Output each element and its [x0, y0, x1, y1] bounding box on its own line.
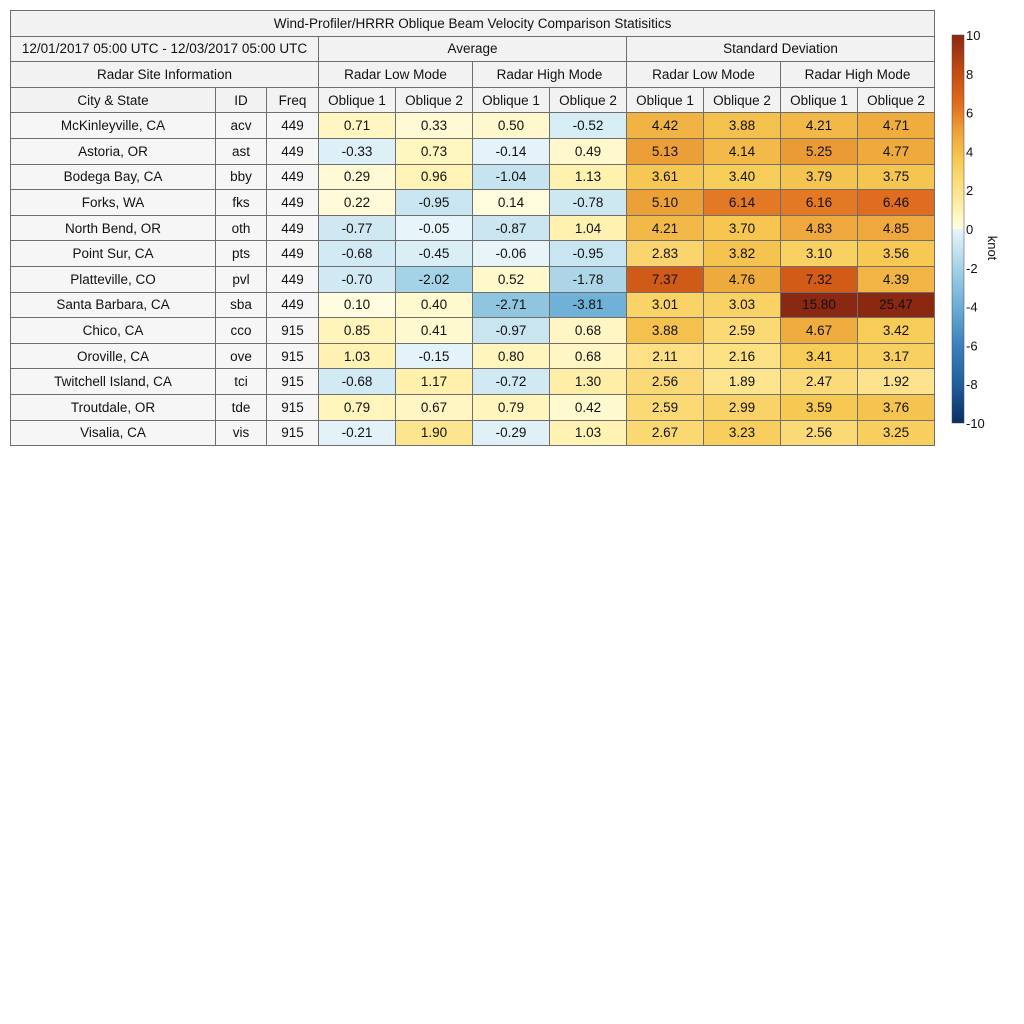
std-low-oblique2-cell: 3.88 [704, 113, 781, 139]
avg-low-oblique2-cell: -0.05 [396, 215, 473, 241]
colorbar-tick-label: 8 [966, 66, 974, 82]
site-id-cell: sba [216, 292, 267, 318]
table-row [11, 215, 935, 241]
std-high-oblique2-cell: 1.92 [858, 369, 935, 395]
site-id-cell: vis [216, 420, 267, 446]
avg-low-oblique1-cell: -0.33 [319, 138, 396, 164]
std-low-oblique2-cell: 2.59 [704, 318, 781, 344]
avg-low-oblique1-cell: 0.29 [319, 164, 396, 190]
avg-high-oblique2-cell: 0.68 [550, 343, 627, 369]
avg-high-oblique1-cell: -2.71 [473, 292, 550, 318]
avg-low-oblique1-header: Oblique 1 [319, 87, 396, 113]
avg-low-oblique2-header: Oblique 2 [396, 87, 473, 113]
site-freq-cell: 915 [267, 394, 319, 420]
avg-low-oblique2-cell: 0.41 [396, 318, 473, 344]
std-low-oblique1-cell: 2.56 [627, 369, 704, 395]
site-id-cell: acv [216, 113, 267, 139]
site-id-cell: ast [216, 138, 267, 164]
std-high-oblique1-cell: 5.25 [781, 138, 858, 164]
site-id-cell: fks [216, 190, 267, 216]
avg-low-oblique1-cell: 0.85 [319, 318, 396, 344]
site-id-cell: cco [216, 318, 267, 344]
site-city-cell: Troutdale, OR [11, 394, 216, 420]
std-high-oblique2-cell: 3.42 [858, 318, 935, 344]
std-low-oblique1-cell: 2.59 [627, 394, 704, 420]
std-high-oblique2-cell: 4.77 [858, 138, 935, 164]
std-low-oblique1-cell: 3.61 [627, 164, 704, 190]
std-high-oblique1-cell: 4.21 [781, 113, 858, 139]
std-low-oblique2-cell: 3.40 [704, 164, 781, 190]
std-low-oblique2-cell: 2.16 [704, 343, 781, 369]
std-low-oblique1-cell: 2.67 [627, 420, 704, 446]
site-city-cell: North Bend, OR [11, 215, 216, 241]
std-high-oblique2-cell: 3.75 [858, 164, 935, 190]
std-low-oblique2-cell: 3.23 [704, 420, 781, 446]
avg-high-oblique1-cell: 0.52 [473, 266, 550, 292]
table-row [11, 394, 935, 420]
col-freq-header: Freq [267, 87, 319, 113]
colorbar-label: knot [985, 235, 1000, 261]
table-title: Wind-Profiler/HRRR Oblique Beam Velocity Comparison Statisitics [11, 11, 935, 37]
colorbar-tick-label: -2 [966, 260, 978, 276]
std-high-oblique1-cell: 2.56 [781, 420, 858, 446]
avg-low-oblique2-cell: -0.45 [396, 241, 473, 267]
std-low-oblique2-cell: 3.03 [704, 292, 781, 318]
colorbar-tick-label: 2 [966, 183, 974, 199]
avg-low-oblique1-cell: 0.71 [319, 113, 396, 139]
avg-high-oblique1-cell: 0.79 [473, 394, 550, 420]
site-freq-cell: 915 [267, 420, 319, 446]
avg-high-oblique1-cell: -1.04 [473, 164, 550, 190]
std-high-oblique2-cell: 4.39 [858, 266, 935, 292]
site-freq-cell: 449 [267, 215, 319, 241]
std-high-oblique2-cell: 3.56 [858, 241, 935, 267]
date-range: 12/01/2017 05:00 UTC - 12/03/2017 05:00 UTC [11, 36, 319, 62]
std-low-oblique1-cell: 5.10 [627, 190, 704, 216]
site-freq-cell: 915 [267, 343, 319, 369]
std-high-oblique2-cell: 6.46 [858, 190, 935, 216]
std-high-oblique1-cell: 3.10 [781, 241, 858, 267]
avg-low-oblique1-cell: -0.68 [319, 241, 396, 267]
avg-low-oblique2-cell: 0.33 [396, 113, 473, 139]
site-city-cell: Santa Barbara, CA [11, 292, 216, 318]
std-low-oblique2-cell: 3.70 [704, 215, 781, 241]
std-low-oblique1-cell: 2.83 [627, 241, 704, 267]
std-high-oblique2-cell: 4.85 [858, 215, 935, 241]
colorbar-tick-label: 10 [966, 28, 981, 43]
group-average-header: Average [319, 36, 627, 62]
std-high-oblique1-cell: 6.16 [781, 190, 858, 216]
std-low-oblique1-cell: 2.11 [627, 343, 704, 369]
std-high-oblique2-cell: 4.71 [858, 113, 935, 139]
site-id-cell: bby [216, 164, 267, 190]
avg-high-oblique1-cell: -0.97 [473, 318, 550, 344]
colorbar-tick-label: 6 [966, 105, 974, 121]
avg-high-oblique2-cell: 0.68 [550, 318, 627, 344]
std-low-oblique2-cell: 6.14 [704, 190, 781, 216]
stats-table [10, 10, 935, 446]
avg-high-oblique2-cell: 1.13 [550, 164, 627, 190]
std-low-oblique1-header: Oblique 1 [627, 87, 704, 113]
avg-high-oblique1-cell: -0.29 [473, 420, 550, 446]
avg-low-oblique2-cell: 0.96 [396, 164, 473, 190]
avg-low-oblique1-cell: -0.68 [319, 369, 396, 395]
avg-high-oblique2-cell: 1.30 [550, 369, 627, 395]
avg-high-oblique1-header: Oblique 1 [473, 87, 550, 113]
site-freq-cell: 915 [267, 318, 319, 344]
site-freq-cell: 449 [267, 292, 319, 318]
std-high-oblique2-cell: 3.25 [858, 420, 935, 446]
std-low-oblique1-cell: 3.88 [627, 318, 704, 344]
site-id-cell: pvl [216, 266, 267, 292]
colorbar [940, 20, 1024, 440]
avg-low-oblique2-cell: -0.95 [396, 190, 473, 216]
avg-low-oblique2-cell: 0.73 [396, 138, 473, 164]
std-low-oblique1-cell: 4.21 [627, 215, 704, 241]
avg-high-oblique2-cell: -0.52 [550, 113, 627, 139]
site-freq-cell: 449 [267, 113, 319, 139]
avg-high-mode-header: Radar High Mode [473, 62, 627, 88]
std-high-mode-header: Radar High Mode [781, 62, 935, 88]
site-info-header: Radar Site Information [11, 62, 319, 88]
avg-high-oblique2-cell: 0.42 [550, 394, 627, 420]
table-row [11, 190, 935, 216]
std-high-oblique1-cell: 7.32 [781, 266, 858, 292]
avg-high-oblique2-cell: -1.78 [550, 266, 627, 292]
site-city-cell: McKinleyville, CA [11, 113, 216, 139]
colorbar-scale [952, 35, 964, 423]
std-low-oblique2-header: Oblique 2 [704, 87, 781, 113]
std-high-oblique1-cell: 3.59 [781, 394, 858, 420]
avg-low-mode-header: Radar Low Mode [319, 62, 473, 88]
table-row [11, 369, 935, 395]
site-freq-cell: 915 [267, 369, 319, 395]
avg-low-oblique2-cell: 1.17 [396, 369, 473, 395]
site-city-cell: Bodega Bay, CA [11, 164, 216, 190]
std-high-oblique2-cell: 25.47 [858, 292, 935, 318]
site-city-cell: Oroville, CA [11, 343, 216, 369]
avg-low-oblique2-cell: -2.02 [396, 266, 473, 292]
site-city-cell: Point Sur, CA [11, 241, 216, 267]
site-city-cell: Platteville, CO [11, 266, 216, 292]
std-low-oblique2-cell: 4.14 [704, 138, 781, 164]
avg-high-oblique2-cell: 1.04 [550, 215, 627, 241]
std-high-oblique1-cell: 2.47 [781, 369, 858, 395]
std-high-oblique1-cell: 4.67 [781, 318, 858, 344]
avg-low-oblique1-cell: -0.21 [319, 420, 396, 446]
std-high-oblique1-cell: 4.83 [781, 215, 858, 241]
col-id-header: ID [216, 87, 267, 113]
site-freq-cell: 449 [267, 241, 319, 267]
colorbar-tick-label: -6 [966, 338, 978, 354]
site-id-cell: tci [216, 369, 267, 395]
avg-high-oblique2-cell: -3.81 [550, 292, 627, 318]
colorbar-tick-label: -4 [966, 299, 978, 315]
avg-low-oblique1-cell: -0.70 [319, 266, 396, 292]
avg-low-oblique2-cell: -0.15 [396, 343, 473, 369]
avg-high-oblique2-cell: 0.49 [550, 138, 627, 164]
std-low-oblique1-cell: 4.42 [627, 113, 704, 139]
std-low-oblique2-cell: 3.82 [704, 241, 781, 267]
avg-low-oblique1-cell: 0.79 [319, 394, 396, 420]
avg-low-oblique1-cell: 0.10 [319, 292, 396, 318]
table-row [11, 292, 935, 318]
table-row [11, 241, 935, 267]
avg-low-oblique2-cell: 1.90 [396, 420, 473, 446]
table-row [11, 420, 935, 446]
group-std-header: Standard Deviation [627, 36, 935, 62]
std-high-oblique2-header: Oblique 2 [858, 87, 935, 113]
table-row [11, 318, 935, 344]
colorbar-tick-label: -8 [966, 377, 978, 393]
avg-high-oblique2-cell: -0.95 [550, 241, 627, 267]
site-city-cell: Twitchell Island, CA [11, 369, 216, 395]
col-city-header: City & State [11, 87, 216, 113]
avg-high-oblique1-cell: -0.72 [473, 369, 550, 395]
avg-high-oblique1-cell: -0.87 [473, 215, 550, 241]
site-id-cell: oth [216, 215, 267, 241]
std-low-oblique1-cell: 5.13 [627, 138, 704, 164]
std-low-oblique2-cell: 1.89 [704, 369, 781, 395]
std-high-oblique1-cell: 3.79 [781, 164, 858, 190]
site-id-cell: pts [216, 241, 267, 267]
std-high-oblique1-cell: 15.80 [781, 292, 858, 318]
avg-high-oblique1-cell: 0.80 [473, 343, 550, 369]
avg-high-oblique1-cell: 0.14 [473, 190, 550, 216]
site-freq-cell: 449 [267, 266, 319, 292]
std-low-oblique2-cell: 4.76 [704, 266, 781, 292]
avg-high-oblique2-header: Oblique 2 [550, 87, 627, 113]
colorbar-tick-label: 0 [966, 222, 974, 237]
colorbar-tick-label: 4 [966, 144, 974, 160]
site-city-cell: Visalia, CA [11, 420, 216, 446]
table-row [11, 266, 935, 292]
std-low-oblique1-cell: 7.37 [627, 266, 704, 292]
avg-low-oblique2-cell: 0.67 [396, 394, 473, 420]
site-city-cell: Chico, CA [11, 318, 216, 344]
avg-low-oblique1-cell: 1.03 [319, 343, 396, 369]
std-low-oblique2-cell: 2.99 [704, 394, 781, 420]
site-city-cell: Forks, WA [11, 190, 216, 216]
avg-high-oblique2-cell: -0.78 [550, 190, 627, 216]
std-high-oblique1-cell: 3.41 [781, 343, 858, 369]
site-freq-cell: 449 [267, 190, 319, 216]
site-city-cell: Astoria, OR [11, 138, 216, 164]
avg-low-oblique2-cell: 0.40 [396, 292, 473, 318]
table-row [11, 164, 935, 190]
std-high-oblique1-header: Oblique 1 [781, 87, 858, 113]
avg-low-oblique1-cell: 0.22 [319, 190, 396, 216]
std-high-oblique2-cell: 3.17 [858, 343, 935, 369]
avg-low-oblique1-cell: -0.77 [319, 215, 396, 241]
site-freq-cell: 449 [267, 164, 319, 190]
std-low-mode-header: Radar Low Mode [627, 62, 781, 88]
avg-high-oblique1-cell: 0.50 [473, 113, 550, 139]
avg-high-oblique1-cell: -0.06 [473, 241, 550, 267]
site-id-cell: ove [216, 343, 267, 369]
site-freq-cell: 449 [267, 138, 319, 164]
table-row [11, 113, 935, 139]
std-high-oblique2-cell: 3.76 [858, 394, 935, 420]
table-row [11, 343, 935, 369]
avg-high-oblique1-cell: -0.14 [473, 138, 550, 164]
colorbar-tick-label: -10 [966, 416, 985, 431]
site-id-cell: tde [216, 394, 267, 420]
avg-high-oblique2-cell: 1.03 [550, 420, 627, 446]
std-low-oblique1-cell: 3.01 [627, 292, 704, 318]
table-row [11, 138, 935, 164]
